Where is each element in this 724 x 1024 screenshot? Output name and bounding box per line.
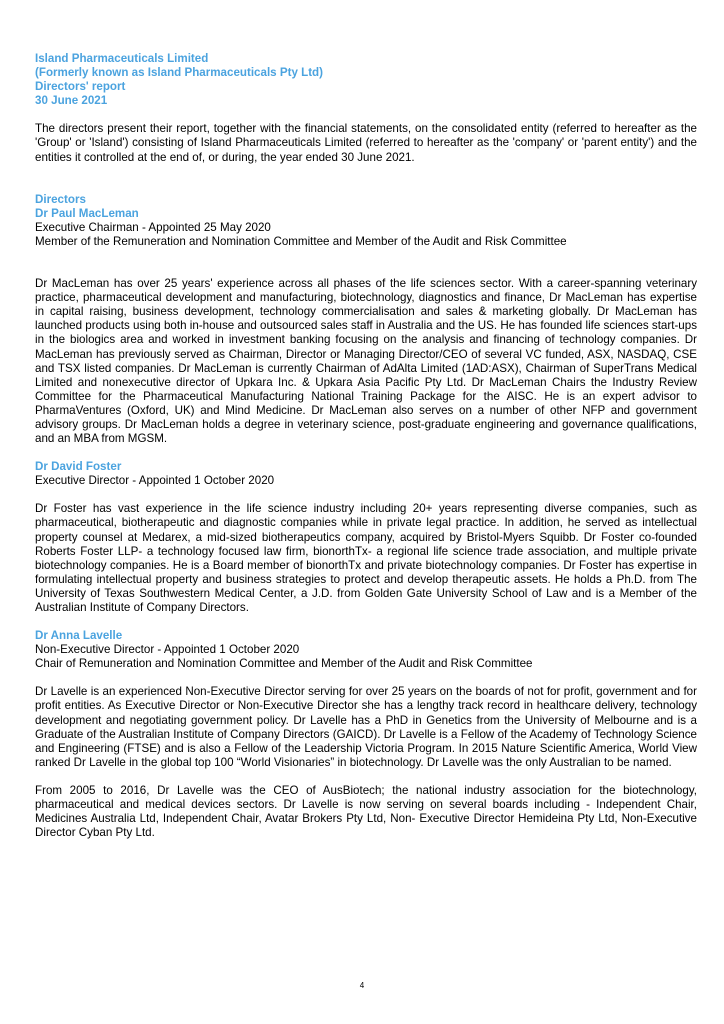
page-number: 4 [359, 981, 365, 990]
director-committee: Member of the Remuneration and Nomination Committee and Member of the Audit and Risk Committee [35, 234, 567, 248]
director-bio-continued: From 2005 to 2016, Dr Lavelle was the CEO of AusBiotech; the national industry association for the biotechnology, pharmaceutical and medical devices sectors. Dr Lavelle is now serving on several boards including - Independent Chair, Medicines Australia Ltd, Independent Chair, Avatar Brokers Pty Ltd, Non- Executive Director Hemideina Pty Ltd, Non-Executive Director Cyban Pty Ltd. [35, 783, 697, 840]
director-bio: Dr Lavelle is an experienced Non-Executive Director serving for over 25 years on the boards of not for profit, government and for profit entities. As Executive Director or Non-Executive Director she has a lengthy track record in healthcare delivery, technology development and negotiating government policy. Dr Lavelle has a PhD in Genetics from the University of Melbourne and is a Graduate of the Australian Institute of Company Directors (GAICD). Dr Lavelle is a Fellow of the Academy of Technology Science and Engineering (FTSE) and is also a Fellow of the Leadership Victoria Program. In 2015 Nature Scientific America, World View ranked Dr Lavelle in the global top 100 “World Visionaries” in biotechnology. Dr Lavelle was the only Australian to be named. [35, 685, 697, 769]
report-page [35, 52, 697, 840]
director-name: Dr Paul MacLeman [35, 206, 139, 220]
report-title: Directors' report [35, 80, 126, 94]
director-lavelle [35, 629, 697, 840]
director-committee: Chair of Remuneration and Nomination Committee and Member of the Audit and Risk Committee [35, 657, 533, 671]
directors-heading: Directors [35, 192, 86, 206]
director-role: Executive Director - Appointed 1 October 2020 [35, 474, 275, 488]
report-header [35, 52, 697, 108]
director-foster [35, 460, 697, 615]
former-name: (Formerly known as Island Pharmaceuticals Pty Ltd) [35, 66, 323, 80]
report-date: 30 June 2021 [35, 94, 108, 108]
intro-paragraph: The directors present their report, together with the financial statements, on the consolidated entity (referred to hereafter as the 'Group' or 'Island') consisting of Island Pharmaceuticals Limited (referred to hereafter as the 'company' or 'parent entity') and the entities it controlled at the end of, or during, the year ended 30 June 2021. [35, 122, 697, 164]
director-name: Dr Anna Lavelle [35, 629, 123, 643]
director-macleman [35, 207, 697, 446]
director-name: Dr David Foster [35, 460, 122, 474]
director-role: Executive Chairman - Appointed 25 May 2020 [35, 220, 271, 234]
company-name: Island Pharmaceuticals Limited [35, 52, 209, 65]
director-bio: Dr Foster has vast experience in the life science industry including 20+ years representing diverse companies, such as pharmaceutical, biotherapeutic and diagnostic companies while in private legal practice. In addition, he served as intellectual property counsel at Medarex, a mid-sized biotherapeutics company, acquired by Bristol-Myers Squibb. Dr Foster co-founded Roberts Foster LLP- a technology focused law firm, bionorthTx- a regional life science trade association, and multiple private biotechnology companies. He is a Board member of bionorthTx and private biotechnology companies. Dr Foster has expertise in formulating intellectual property and business strategies to protect and develop therapeutic assets. He holds a Ph.D. from The University of Texas Southwestern Medical Center, a J.D. from Golden Gate University School of Law and is a Member of the Australian Institute of Company Directors. [35, 502, 697, 614]
director-bio: Dr MacLeman has over 25 years' experience across all phases of the life sciences sector. With a career-spanning veterinary practice, pharmaceutical development and manufacturing, biotechnology, diagnostics and finance, Dr MacLeman has expertise in capital raising, business development, technology commercialisation and sales & marketing globally. Dr MacLeman has launched products using both in-house and outsourced sales staff in Australia and the US. He has founded life sciences start-ups in the biologics area and worked in investment banking focusing on the analysis and financing of technology companies. Dr MacLeman has previously served as Chairman, Director or Managing Director/CEO of several VC funded, ASX, NASDAQ, CSE and TSX listed companies. Dr MacLeman is currently Chairman of AdAlta Limited (1AD:ASX), Chairman of SuperTrans Medical Limited and nonexecutive director of Upkara Inc. & Upkara Asia Pacific Pty Ltd. Dr MacLeman Chairs the Industry Review Committee for the Pharmaceutical Manufacturing National Training Package for the AISC. He is an expert advisor to PharmaVentures (Oxford, UK) and Mind Medicine. Dr MacLeman also serves on a number of other NFP and government advisory groups. Dr MacLeman holds a degree in veterinary science, post-graduate engineering and governance qualifications, and an MBA from MGSM. [35, 277, 697, 446]
director-role: Non-Executive Director - Appointed 1 October 2020 [35, 643, 300, 657]
